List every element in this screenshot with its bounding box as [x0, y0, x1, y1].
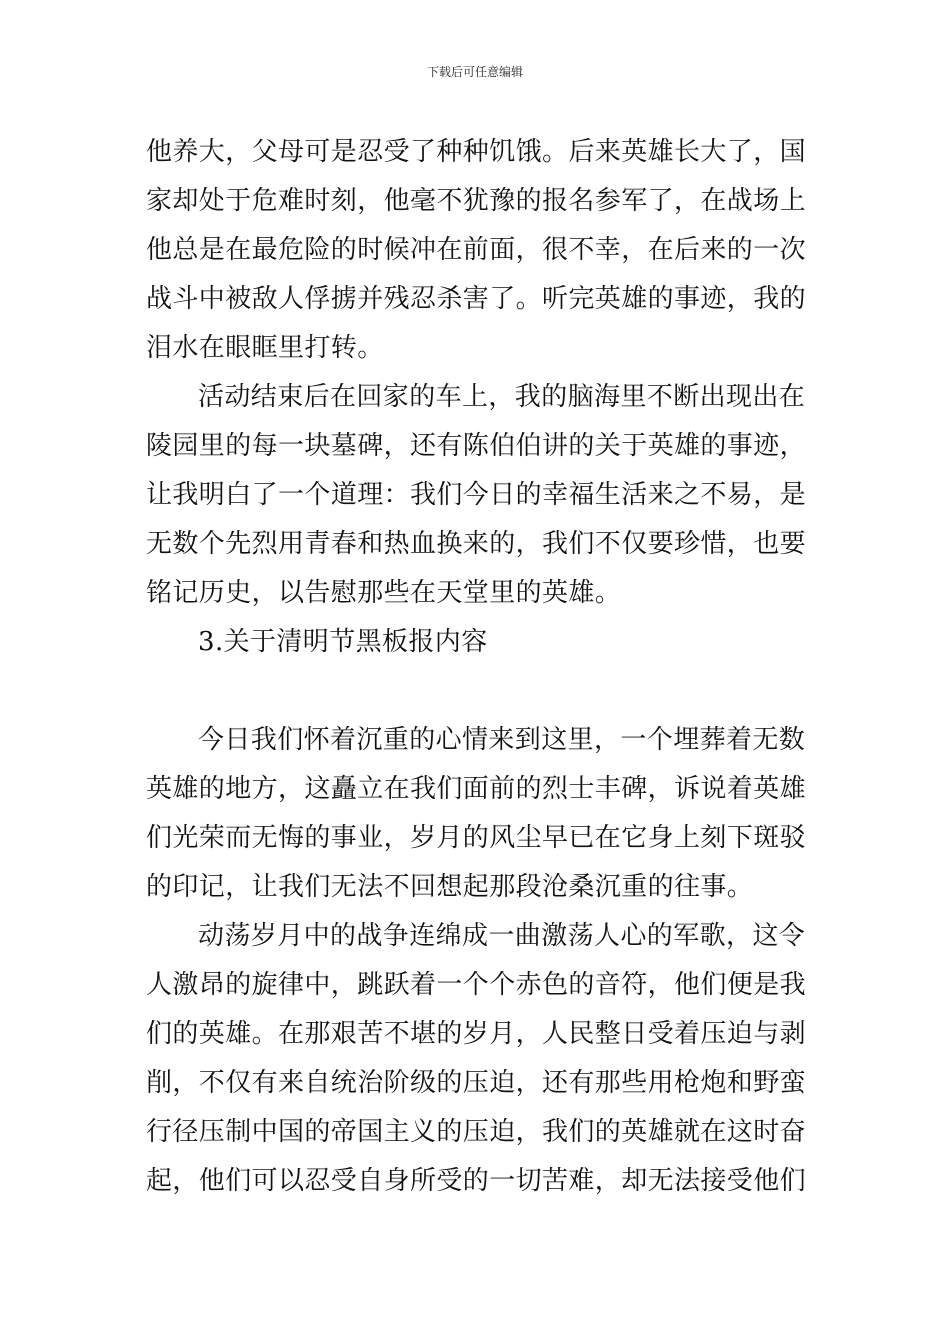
paragraph [146, 373, 806, 618]
text-line: 削，不仅有来自统治阶级的压迫，还有那些用枪炮和野蛮 [146, 1068, 806, 1098]
text-line: 他总是在最危险的时候冲在前面，很不幸，在后来的一次 [146, 235, 806, 265]
text-line: 起，他们可以忍受自身所受的一切苦难，却无法接受他们 [146, 1166, 806, 1196]
section-heading [146, 618, 806, 667]
text-line: 英雄的地方，这矗立在我们面前的烈士丰碑，诉说着英雄 [146, 774, 806, 804]
text-line: 人激昂的旋律中，跳跃着一个个赤色的音符，他们便是我 [146, 970, 806, 1000]
text-line: 陵园里的每一块墓碑，还有陈伯伯讲的关于英雄的事迹， [146, 431, 806, 461]
text-line: 的印记，让我们无法不回想起那段沧桑沉重的往事。 [146, 872, 754, 902]
section-heading-text: 3.关于清明节黑板报内容 [198, 627, 488, 657]
paragraph [146, 128, 806, 373]
text-line: 行径压制中国的帝国主义的压迫，我们的英雄就在这时奋 [146, 1117, 806, 1147]
text-line: 今日我们怀着沉重的心情来到这里，一个埋葬着无数 [198, 725, 806, 755]
blank-line [146, 667, 806, 716]
paragraph [146, 912, 806, 1206]
text-line: 让我明白了一个道理：我们今日的幸福生活来之不易，是 [146, 480, 806, 510]
text-line: 家却处于危难时刻，他毫不犹豫的报名参军了，在战场上 [146, 186, 806, 216]
text-line: 们光荣而无悔的事业，岁月的风尘早已在它身上刻下斑驳 [146, 823, 806, 853]
text-line: 泪水在眼眶里打转。 [146, 333, 384, 363]
document-body [146, 128, 806, 1206]
page-header: 下载后可任意编辑 [426, 65, 523, 79]
text-line: 们的英雄。在那艰苦不堪的岁月，人民整日受着压迫与剥 [146, 1019, 806, 1049]
text-line: 无数个先烈用青春和热血换来的，我们不仅要珍惜，也要 [146, 529, 806, 559]
paragraph [146, 716, 806, 912]
text-line: 铭记历史，以告慰那些在天堂里的英雄。 [146, 578, 622, 608]
text-line: 动荡岁月中的战争连绵成一曲激荡人心的军歌，这令 [198, 921, 806, 951]
text-line: 他养大，父母可是忍受了种种饥饿。后来英雄长大了，国 [146, 137, 806, 167]
text-line: 活动结束后在回家的车上，我的脑海里不断出现出在 [198, 382, 806, 412]
text-line: 战斗中被敌人俘掳并残忍杀害了。听完英雄的事迹，我的 [146, 284, 806, 314]
